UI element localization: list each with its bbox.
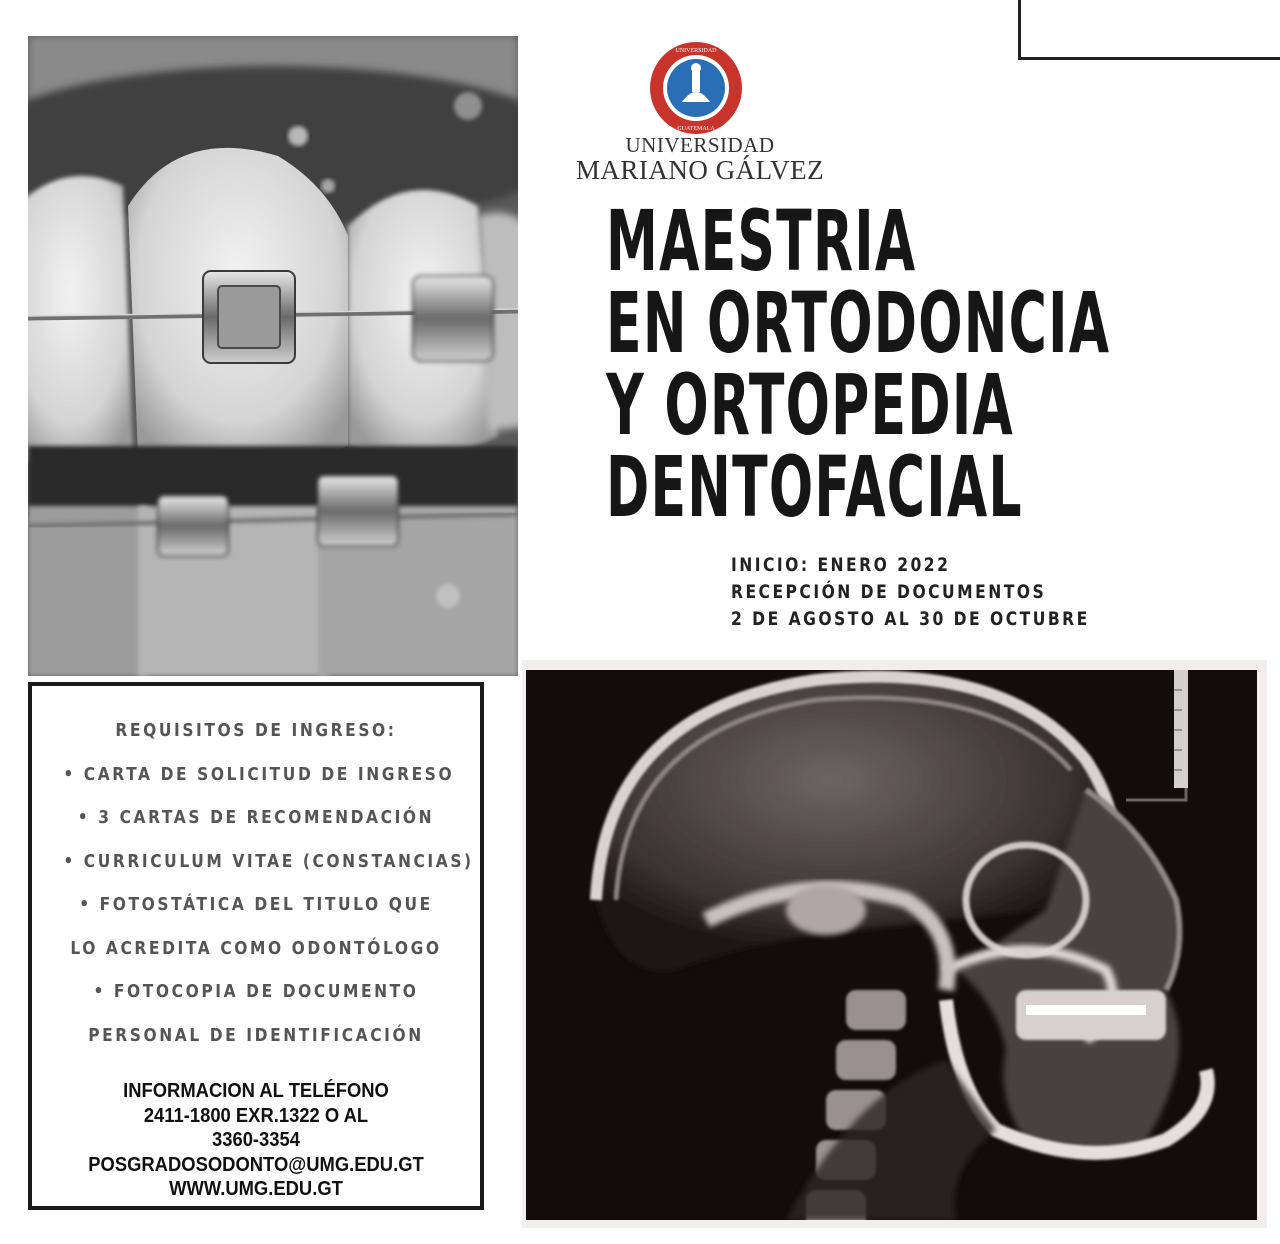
reception-label: RECEPCIÓN DE DOCUMENTOS (731, 581, 1047, 603)
reception-period: 2 DE AGOSTO AL 30 DE OCTUBRE (731, 608, 1090, 630)
svg-text:UNIVERSIDAD: UNIVERSIDAD (675, 48, 717, 54)
corner-decoration-box (1018, 0, 1280, 60)
requirements-list (32, 716, 480, 1064)
title-line-3: Y ORTOPEDIA (606, 356, 1014, 454)
requirement-item: • FOTOCOPIA DE DOCUMENTO (93, 981, 419, 1002)
contact-website[interactable]: WWW.UMG.EDU.GT (169, 1178, 343, 1200)
requirement-item: • CARTA DE SOLICITUD DE INGRESO (63, 763, 455, 785)
requirement-item: • 3 CARTAS DE RECOMENDACIÓN (77, 807, 435, 828)
program-title (606, 192, 1111, 536)
dental-braces-photo (28, 36, 518, 676)
requirement-item: LO ACREDITA COMO ODONTÓLOGO (70, 937, 442, 959)
title-line-1: MAESTRIA (606, 192, 917, 290)
skull-xray-photo (526, 670, 1257, 1220)
requirement-item: • CURRICULUM VITAE (CONSTANCIAS) (63, 850, 474, 872)
contact-phone: 2411-1800 EXR.1322 O AL (143, 1104, 369, 1127)
requirement-item: PERSONAL DE IDENTIFICACIÓN (88, 1024, 424, 1046)
contact-email[interactable]: POSGRADOSODONTO@UMG.EDU.GT (88, 1153, 424, 1176)
requirements-box (28, 682, 484, 1210)
university-name-line1: UNIVERSIDAD (625, 133, 775, 157)
university-name-line2: MARIANO GÁLVEZ (575, 155, 825, 185)
svg-text:GUATEMALA: GUATEMALA (677, 126, 715, 132)
title-line-4: DENTOFACIAL (606, 438, 1023, 536)
requirement-item: • FOTOSTÁTICA DEL TITULO QUE (79, 894, 433, 915)
contact-phone-label: INFORMACION AL TELÉFONO (123, 1080, 389, 1102)
title-line-2: EN ORTODONCIA (606, 274, 1111, 372)
requirements-heading: REQUISITOS DE INGRESO: (115, 720, 397, 741)
contact-phone-alt: 3360-3354 (211, 1129, 301, 1151)
start-date: INICIO: ENERO 2022 (731, 554, 951, 576)
contact-info (32, 1079, 480, 1202)
university-seal (648, 40, 744, 136)
program-dates (731, 552, 1090, 633)
